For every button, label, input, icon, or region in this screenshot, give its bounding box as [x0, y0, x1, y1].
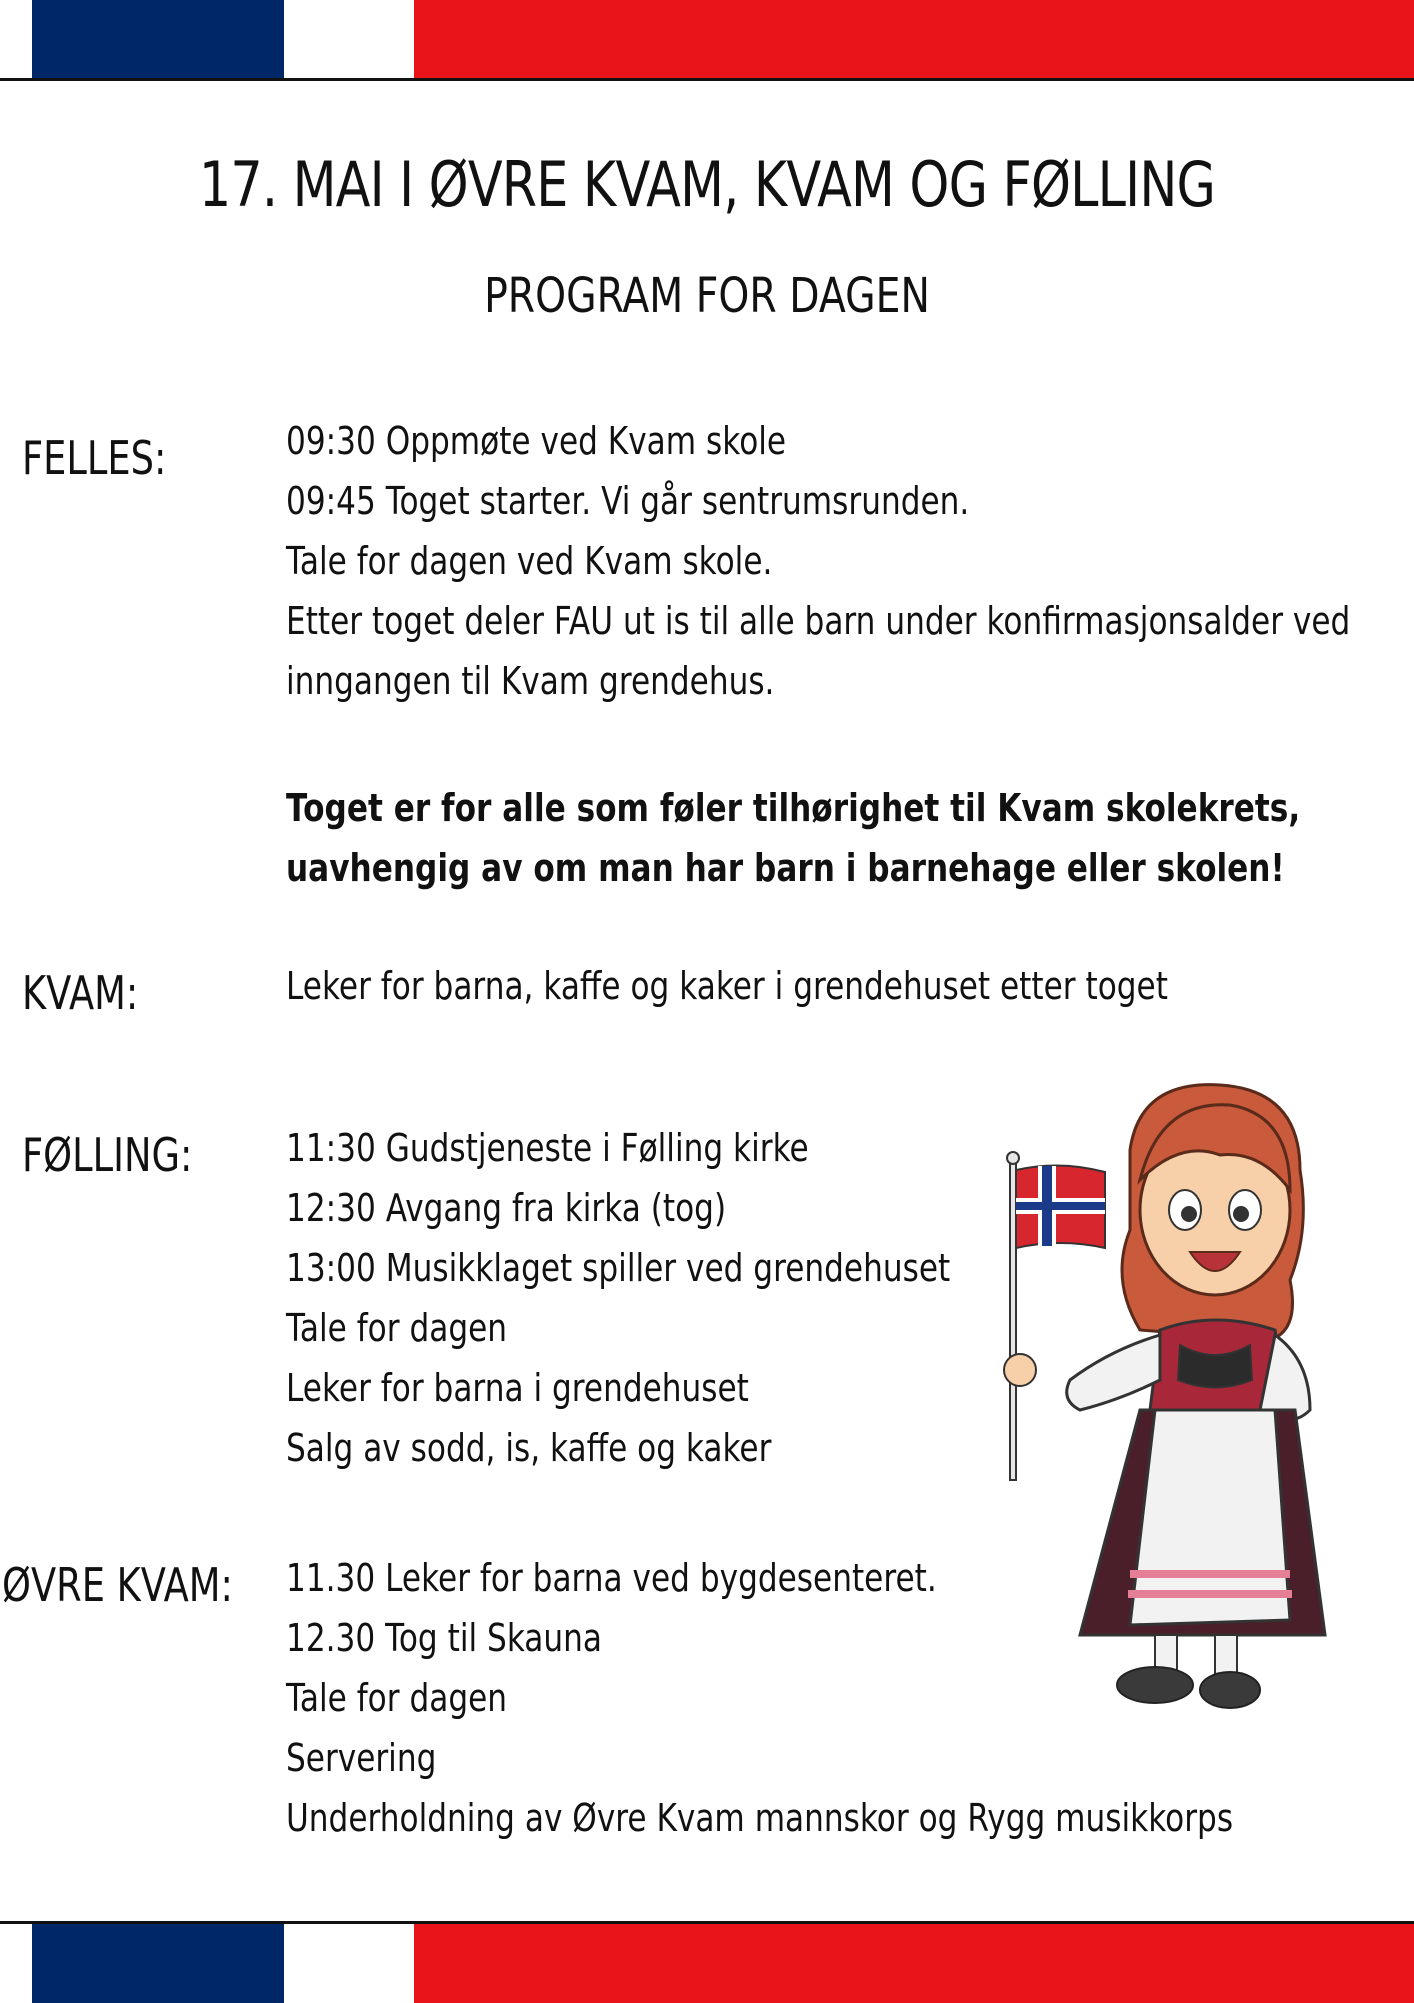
section-label-folling: FØLLING: [22, 1128, 193, 1182]
band-white [284, 0, 414, 78]
program-line: Tale for dagen [286, 1676, 508, 1720]
band-white-edge [0, 0, 32, 78]
section-felles-note [286, 778, 1396, 898]
program-line: 09:30 Oppmøte ved Kvam skole [286, 419, 787, 463]
program-line: inngangen til Kvam grendehus. [286, 659, 775, 703]
band-red [414, 0, 1414, 78]
page-subtitle: PROGRAM FOR DAGEN [484, 268, 930, 324]
section-label-ovre-kvam: ØVRE KVAM: [2, 1558, 233, 1612]
pupil-left [1181, 1206, 1197, 1222]
page-title: 17. MAI I ØVRE KVAM, KVAM OG FØLLING [198, 148, 1216, 221]
apron-stripe [1128, 1590, 1292, 1598]
band-white-edge [0, 1924, 32, 2003]
bold-note-line: Toget er for alle som føler tilhørighet til Kvam skolekrets, [286, 786, 1301, 830]
girl-with-norwegian-flag-illustration [990, 1080, 1330, 1730]
section-label-kvam: KVAM: [22, 966, 139, 1020]
program-line: Servering [286, 1736, 437, 1780]
sleeve-left [1067, 1335, 1160, 1410]
apron-stripe [1130, 1570, 1290, 1578]
band-red [414, 1924, 1414, 2003]
program-line: Leker for barna i grendehuset [286, 1366, 749, 1410]
program-line: Leker for barna, kaffe og kaker i grendehuset etter toget [286, 964, 1168, 1008]
program-line: 11.30 Leker for barna ved bygdesenteret. [286, 1556, 937, 1600]
section-felles-lines [286, 411, 1396, 711]
top-flag-band [0, 0, 1414, 81]
flag-pole-knob [1007, 1152, 1019, 1164]
program-line: 11:30 Gudstjeneste i Følling kirke [286, 1126, 809, 1170]
program-line: 12.30 Tog til Skauna [286, 1616, 603, 1660]
shoe-left [1117, 1667, 1193, 1703]
pupil-right [1233, 1206, 1249, 1222]
band-white [284, 1924, 414, 2003]
norwegian-flag-icon [1016, 1165, 1105, 1248]
program-line: 09:45 Toget starter. Vi går sentrumsrunden. [286, 479, 970, 523]
program-line: Underholdning av Øvre Kvam mannskor og Rygg musikkorps [286, 1796, 1234, 1840]
program-line: Tale for dagen ved Kvam skole. [286, 539, 773, 583]
program-line: Tale for dagen [286, 1306, 508, 1350]
program-line: 13:00 Musikklaget spiller ved grendehuset [286, 1246, 951, 1290]
hand [1004, 1354, 1036, 1386]
band-blue [32, 1924, 284, 2003]
program-line: Salg av sodd, is, kaffe og kaker [286, 1426, 772, 1470]
bottom-flag-band [0, 1921, 1414, 2003]
program-line: 12:30 Avgang fra kirka (tog) [286, 1186, 727, 1230]
program-line: Etter toget deler FAU ut is til alle barn under konfirmasjonsalder ved [286, 599, 1351, 643]
bold-note-line: uavhengig av om man har barn i barnehage eller skolen! [286, 846, 1285, 890]
band-blue [32, 0, 284, 78]
shoe-right [1200, 1672, 1260, 1708]
section-kvam-lines [286, 956, 1396, 1016]
section-label-felles: FELLES: [22, 431, 167, 485]
